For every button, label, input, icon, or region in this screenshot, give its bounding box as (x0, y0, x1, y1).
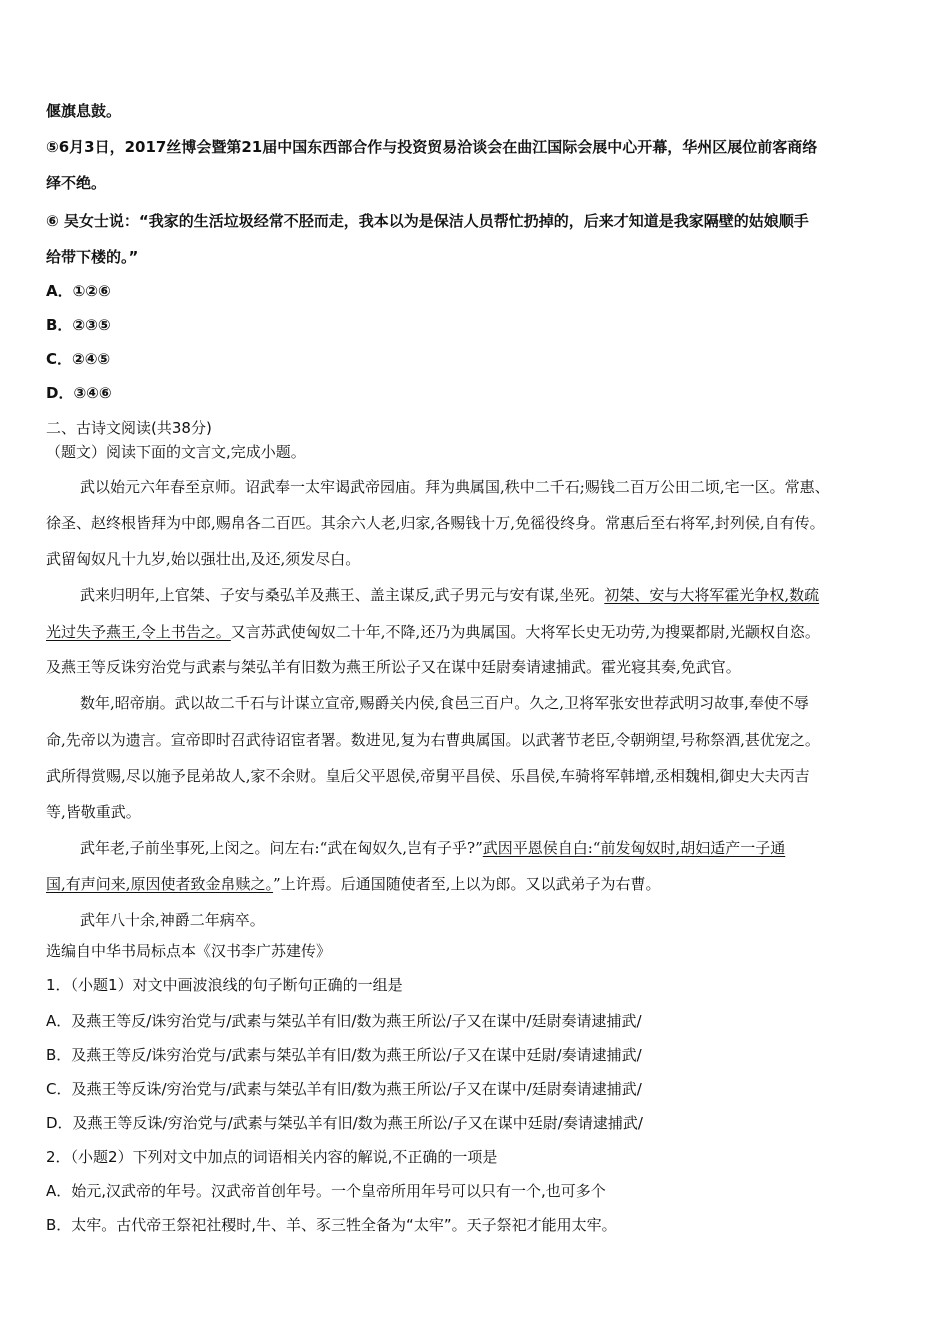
passage-line (46, 874, 661, 894)
option-text-line: 给带下楼的。” (46, 248, 139, 266)
option-text-line: 绎不绝。 (46, 174, 107, 192)
passage-line: 武年八十余,神爵二年病卒。 (80, 911, 265, 929)
question-option: B．及燕王等反/诛穷治党与/武素与桀弘羊有旧/数为燕王所讼/子又在谋中廷尉/奏请逮捕武/ (46, 1046, 642, 1064)
passage-line (80, 838, 785, 858)
passage-line (80, 585, 819, 605)
question-option: D．及燕王等反诛/穷治党与/武素与桀弘羊有旧/数为燕王所讼/子又在谋中廷尉/奏请逮捕武/ (46, 1114, 643, 1132)
passage-line: 武留匈奴凡十九岁,始以强壮出,及还,须发尽白。 (46, 550, 361, 568)
passage-line: 命,先帝以为遗言。宣帝即时召武待诏宦者署。数进见,复为右曹典属国。以武著节老臣,令朝朔望,号称祭酒,甚优宠之。 (46, 731, 820, 749)
passage-line: 武以始元六年春至京师。诏武奉一太牢谒武帝园庙。拜为典属国,秩中二千石;赐钱二百万公田二顷,宅一区。常惠、 (80, 478, 830, 496)
question-option: C．及燕王等反诛/穷治党与/武素与桀弘羊有旧/数为燕王所讼/子又在谋中/廷尉奏请逮捕武/ (46, 1080, 642, 1098)
underlined-sentence: 国,有声问来,原因使者致金帛赎之。 (46, 875, 274, 893)
option-text-line: ⑤6月3日，2017丝博会暨第21届中国东西部合作与投资贸易洽谈会在曲江国际会展中心开幕，华州区展位前客商络 (46, 138, 818, 156)
underlined-sentence: 光过失予燕王,令上书告之。 (46, 623, 231, 641)
passage-line (46, 622, 820, 642)
question-stem: 1．（小题1）对文中画波浪线的句子断句正确的一组是 (46, 976, 403, 994)
passage-text: 又言苏武使匈奴二十年,不降,还乃为典属国。大将军长史无功劳,为搜粟都尉,光颛权自恣。 (230, 623, 820, 641)
passage-line: 武所得赏赐,尽以施予昆弟故人,家不余财。皇后父平恩侯,帝舅平昌侯、乐昌侯,车骑将军韩增,丞相魏相,御史大夫丙吉 (46, 767, 810, 785)
passage-line: 徐圣、赵终根皆拜为中郎,赐帛各二百匹。其余六人老,归家,各赐钱十万,免徭役终身。常惠后至右将军,封列侯,自有传。 (46, 514, 825, 532)
question-option: A．始元,汉武帝的年号。汉武帝首创年号。一个皇帝所用年号可以只有一个,也可多个 (46, 1182, 606, 1200)
question-stem: 2．（小题2）下列对文中加点的词语相关内容的解说,不正确的一项是 (46, 1148, 498, 1166)
option-text-line: 偃旗息鼓。 (46, 102, 122, 120)
underlined-sentence: 初桀、安与大将军霍光争权,数疏 (604, 586, 820, 604)
passage-line: 数年,昭帝崩。武以故二千石与计谋立宣帝,赐爵关内侯,食邑三百户。久之,卫将军张安世荐武明习故事,奉使不辱 (80, 694, 809, 712)
option-text-line: ⑥ 吴女士说：“我家的生活垃圾经常不胫而走，我本以为是保洁人员帮忙扔掉的，后来才知道是我家隔壁的姑娘顺手 (46, 212, 809, 230)
section-instruction: （题文）阅读下面的文言文,完成小题。 (46, 443, 306, 461)
passage-line: 等,皆敬重武。 (46, 803, 141, 821)
section-heading: 二、古诗文阅读(共38分) (46, 419, 212, 437)
question-option: B．太牢。古代帝王祭祀社稷时,牛、羊、豕三牲全备为“太牢”。天子祭祀才能用太牢。 (46, 1216, 617, 1234)
question-option: A．及燕王等反/诛穷治党与/武素与桀弘羊有旧/数为燕王所讼/子又在谋中/廷尉奏请逮捕武/ (46, 1012, 642, 1030)
answer-option-c: C．②④⑤ (46, 350, 111, 368)
answer-option-d: D．③④⑥ (46, 384, 112, 402)
passage-text: 武年老,子前坐事死,上闵之。问左右:“武在匈奴久,岂有子乎?” (80, 839, 483, 857)
answer-option-a: A．①②⑥ (46, 282, 111, 300)
passage-text: 武来归明年,上官桀、子安与桑弘羊及燕王、盖主谋反,武子男元与安有谋,坐死。 (80, 586, 605, 604)
answer-option-b: B．②③⑤ (46, 316, 111, 334)
underlined-sentence: 武因平恩侯自白:“前发匈奴时,胡妇适产一子通 (482, 839, 786, 857)
passage-source: 选编自中华书局标点本《汉书李广苏建传》 (46, 942, 332, 960)
passage-text: ”上许焉。后通国随使者至,上以为郎。又以武弟子为右曹。 (273, 875, 661, 893)
passage-line: 及燕王等反诛穷治党与武素与桀弘羊有旧数为燕王所讼子又在谋中廷尉奏请逮捕武。霍光寝其奏,免武官。 (46, 658, 741, 676)
